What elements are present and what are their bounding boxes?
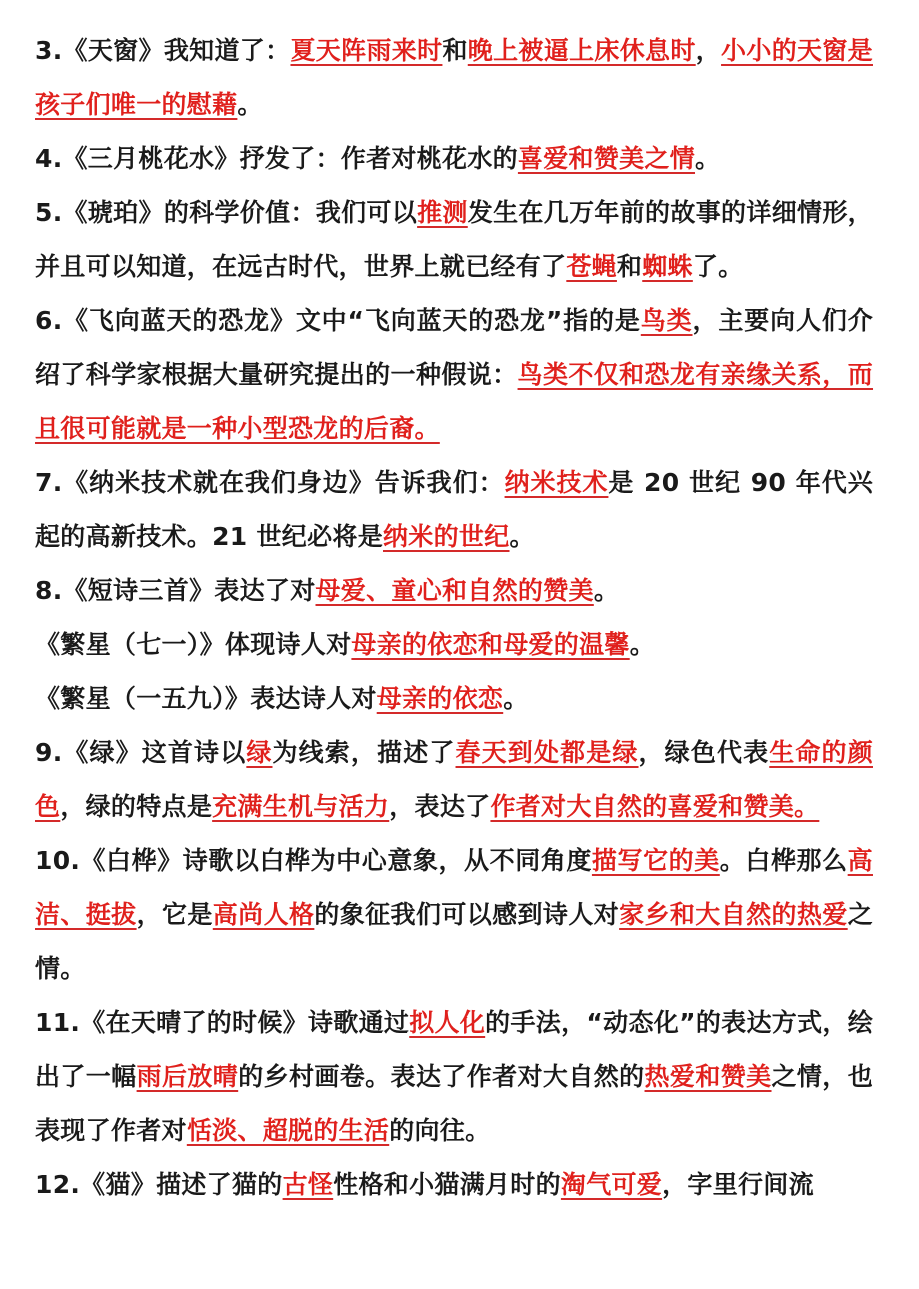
plain-text: ，字里行间流 bbox=[662, 1170, 814, 1199]
plain-text: ， bbox=[695, 36, 722, 65]
plain-text: 。 bbox=[503, 684, 529, 713]
plain-text: 《繁星（七一）》体现诗人对 bbox=[35, 630, 352, 659]
highlighted-answer: 蜘蛛 bbox=[642, 252, 693, 281]
plain-text: 6.《飞向蓝天的恐龙》文中“飞向蓝天的恐龙”指的是 bbox=[35, 306, 641, 335]
plain-text: 和 bbox=[442, 36, 468, 65]
plain-text: 4.《三月桃花水》抒发了：作者对桃花水的 bbox=[35, 144, 518, 173]
study-notes-document bbox=[35, 24, 873, 1212]
plain-text: ，主要向人们介绍了科学家根据大量研究提出的一种假说： bbox=[35, 306, 873, 389]
highlighted-answer: 生命的颜色 bbox=[35, 738, 873, 821]
note-paragraph bbox=[35, 672, 873, 726]
highlighted-answer: 春天到处都是绿 bbox=[455, 738, 639, 767]
plain-text: ，表达了 bbox=[389, 792, 491, 821]
plain-text: ，它是 bbox=[136, 900, 213, 929]
plain-text: 。 bbox=[593, 576, 620, 605]
highlighted-answer: 作者对大自然的喜爱和赞美。 bbox=[490, 792, 820, 821]
highlighted-answer: 拟人化 bbox=[409, 1008, 486, 1037]
plain-text: 8.《短诗三首》表达了对 bbox=[35, 576, 316, 605]
plain-text: 12.《猫》描述了猫的 bbox=[35, 1170, 283, 1199]
note-paragraph bbox=[35, 24, 873, 132]
highlighted-answer: 鸟类 bbox=[640, 306, 693, 335]
highlighted-answer: 恬淡、超脱的生活 bbox=[186, 1116, 390, 1145]
plain-text: ，绿色代表 bbox=[638, 738, 770, 767]
highlighted-answer: 喜爱和赞美之情 bbox=[517, 144, 696, 173]
plain-text: 的向往。 bbox=[389, 1116, 491, 1145]
highlighted-answer: 高尚人格 bbox=[212, 900, 315, 929]
plain-text: 。 bbox=[629, 630, 656, 659]
note-paragraph bbox=[35, 1158, 873, 1212]
highlighted-answer: 家乡和大自然的热爱 bbox=[619, 900, 848, 929]
plain-text: 7.《纳米技术就在我们身边》告诉我们： bbox=[35, 468, 505, 497]
note-paragraph bbox=[35, 456, 873, 564]
note-paragraph bbox=[35, 132, 873, 186]
highlighted-answer: 母亲的依恋 bbox=[376, 684, 504, 713]
plain-text: 5.《琥珀》的科学价值：我们可以 bbox=[35, 198, 418, 227]
plain-text: 。 bbox=[695, 144, 721, 173]
plain-text: 。 bbox=[237, 90, 263, 119]
note-paragraph bbox=[35, 726, 873, 834]
plain-text: 11.《在天晴了的时候》诗歌通过 bbox=[35, 1008, 410, 1037]
highlighted-answer: 淘气可爱 bbox=[560, 1170, 663, 1199]
highlighted-answer: 母爱、童心和自然的赞美 bbox=[315, 576, 594, 605]
highlighted-answer: 充满生机与活力 bbox=[212, 792, 390, 821]
plain-text: 。 bbox=[509, 522, 535, 551]
plain-text: 发生在几万年前的故事的详细情形，并且可以知道，在远古时代，世界上就已经有了 bbox=[35, 198, 873, 281]
note-paragraph bbox=[35, 564, 873, 618]
highlighted-answer: 描写它的美 bbox=[591, 846, 720, 875]
note-paragraph bbox=[35, 834, 873, 996]
highlighted-answer: 热爱和赞美 bbox=[644, 1062, 772, 1091]
highlighted-answer: 苍蝇 bbox=[566, 252, 617, 281]
plain-text: ，绿的特点是 bbox=[60, 792, 213, 821]
plain-text: 的手法，“动态化”的表达方式，绘出了一幅 bbox=[35, 1008, 873, 1091]
highlighted-answer: 推测 bbox=[417, 198, 468, 227]
note-paragraph bbox=[35, 294, 873, 456]
plain-text: 9.《绿》这首诗以 bbox=[35, 738, 247, 767]
highlighted-answer: 母亲的依恋和母爱的温馨 bbox=[351, 630, 630, 659]
highlighted-answer: 纳米技术 bbox=[504, 468, 609, 497]
highlighted-answer: 高洁、挺拔 bbox=[35, 846, 873, 929]
highlighted-answer: 晚上被逼上床休息时 bbox=[467, 36, 696, 65]
plain-text: 性格和小猫满月时的 bbox=[333, 1170, 561, 1199]
highlighted-answer: 绿 bbox=[246, 738, 273, 767]
highlighted-answer: 小小的天窗是孩子们唯一的慰藉 bbox=[35, 36, 873, 119]
plain-text: 之情。 bbox=[35, 900, 873, 983]
plain-text: 了。 bbox=[692, 252, 744, 281]
note-paragraph bbox=[35, 996, 873, 1158]
plain-text: 为线索，描述了 bbox=[272, 738, 456, 767]
highlighted-answer: 雨后放晴 bbox=[136, 1062, 239, 1091]
plain-text: 的乡村画卷。表达了作者对大自然的 bbox=[238, 1062, 645, 1091]
highlighted-answer: 夏天阵雨来时 bbox=[290, 36, 443, 65]
plain-text: 是 20 世纪 90 年代兴起的高新技术。21 世纪必将是 bbox=[35, 468, 873, 551]
plain-text: 和 bbox=[616, 252, 643, 281]
highlighted-answer: 纳米的世纪 bbox=[383, 522, 510, 551]
highlighted-answer: 古怪 bbox=[282, 1170, 334, 1199]
plain-text: 《繁星（一五九）》表达诗人对 bbox=[35, 684, 377, 713]
note-paragraph bbox=[35, 618, 873, 672]
plain-text: 10.《白桦》诗歌以白桦为中心意象，从不同角度 bbox=[35, 846, 592, 875]
plain-text: 3.《天窗》我知道了： bbox=[35, 36, 291, 65]
highlighted-answer: 鸟类不仅和恐龙有亲缘关系，而且很可能就是一种小型恐龙的后裔。 bbox=[35, 360, 874, 443]
plain-text: 的象征我们可以感到诗人对 bbox=[314, 900, 620, 929]
plain-text: 。白桦那么 bbox=[719, 846, 848, 875]
note-paragraph bbox=[35, 186, 873, 294]
plain-text: 之情，也表现了作者对 bbox=[35, 1062, 874, 1145]
